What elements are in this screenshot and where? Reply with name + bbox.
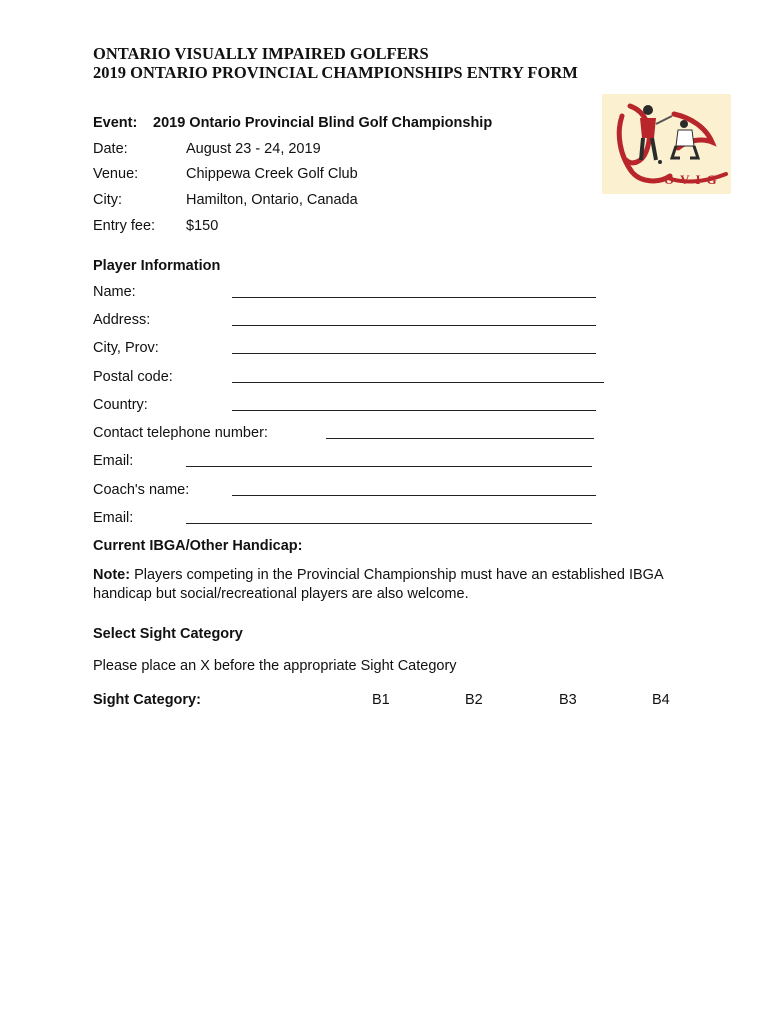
date-value: August 23 - 24, 2019	[186, 141, 321, 157]
telephone-label: Contact telephone number:	[93, 425, 268, 441]
venue-value: Chippewa Creek Golf Club	[186, 166, 358, 182]
note-paragraph	[93, 566, 693, 604]
title-line-1: ONTARIO VISUALLY IMPAIRED GOLFERS	[93, 44, 429, 63]
venue-label: Venue:	[93, 166, 139, 182]
note-text: Players competing in the Provincial Championship must have an established IBGA handicap but social/recreational players are also welcome.	[93, 567, 663, 602]
country-field[interactable]	[232, 410, 596, 411]
sight-category-heading: Select Sight Category	[93, 626, 243, 642]
sight-category-label: Sight Category:	[93, 692, 201, 708]
name-label: Name:	[93, 284, 136, 300]
ovig-logo	[602, 94, 731, 194]
sight-option-b3[interactable]: B3	[559, 692, 577, 708]
email-label: Email:	[93, 453, 134, 469]
entry-fee-label: Entry fee:	[93, 218, 156, 234]
city-prov-label: City, Prov:	[93, 340, 159, 356]
title-line-2: 2019 ONTARIO PROVINCIAL CHAMPIONSHIPS ENTRY FORM	[93, 63, 578, 82]
coach-name-field[interactable]	[232, 495, 596, 496]
address-label: Address:	[93, 312, 151, 328]
sight-option-b4[interactable]: B4	[652, 692, 670, 708]
entry-fee-value: $150	[186, 218, 219, 234]
postal-code-field[interactable]	[232, 382, 604, 383]
logo-text: OVIG	[664, 172, 723, 187]
city-prov-field[interactable]	[232, 353, 596, 354]
date-label: Date:	[93, 141, 128, 157]
sight-option-b2[interactable]: B2	[465, 692, 483, 708]
name-field[interactable]	[232, 297, 596, 298]
event-value: 2019 Ontario Provincial Blind Golf Championship	[153, 115, 493, 131]
note-label: Note:	[93, 567, 131, 583]
country-label: Country:	[93, 397, 148, 413]
email-field[interactable]	[186, 466, 592, 467]
event-label: Event:	[93, 115, 138, 131]
telephone-field[interactable]	[326, 438, 594, 439]
form-title	[93, 44, 578, 82]
postal-code-label: Postal code:	[93, 369, 173, 385]
sight-option-b1[interactable]: B1	[372, 692, 390, 708]
address-field[interactable]	[232, 325, 596, 326]
handicap-label: Current IBGA/Other Handicap:	[93, 538, 303, 554]
coach-name-label: Coach's name:	[93, 482, 190, 498]
coach-email-label: Email:	[93, 510, 134, 526]
city-label: City:	[93, 192, 122, 208]
city-value: Hamilton, Ontario, Canada	[186, 192, 358, 208]
coach-email-field[interactable]	[186, 523, 592, 524]
sight-instruction: Please place an X before the appropriate Sight Category	[93, 658, 457, 674]
player-info-heading: Player Information	[93, 258, 221, 274]
